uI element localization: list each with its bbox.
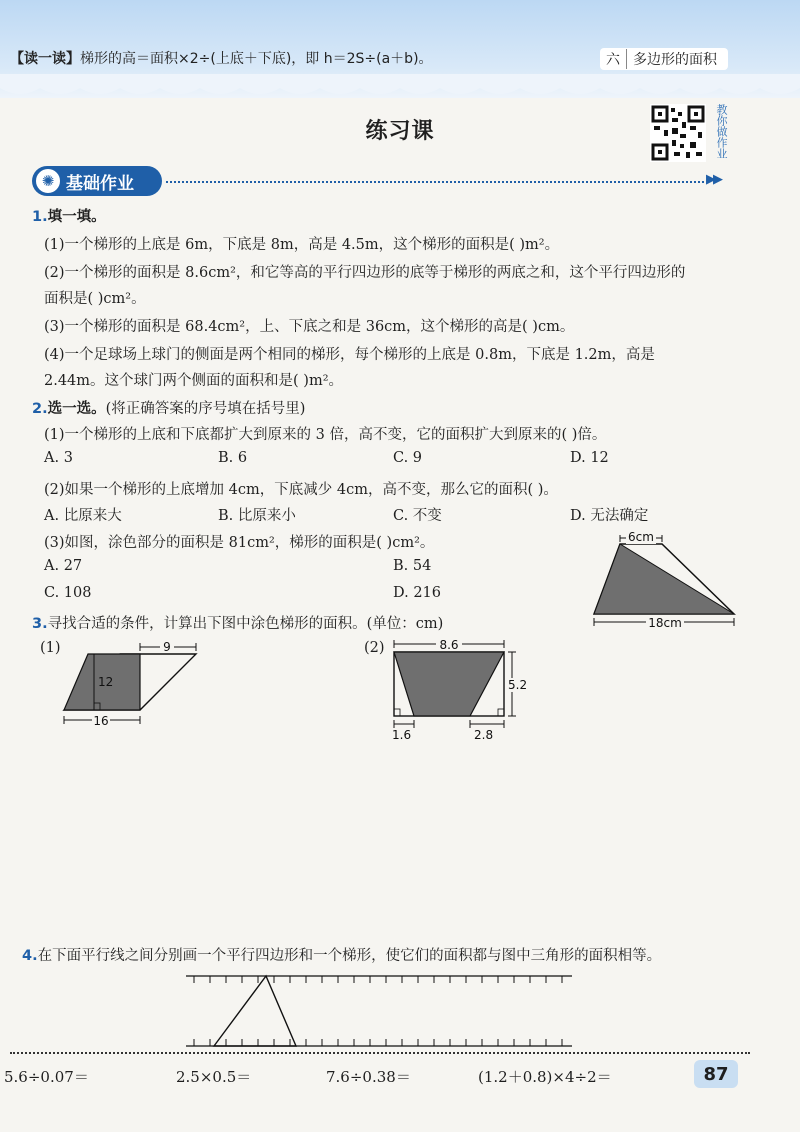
q1-item-3: (3)一个梯形的面积是 68.4cm²，上、下底之和是 36cm，这个梯形的高是( )cm。 [44,319,575,335]
read-tag: 【读一读】 [10,51,80,67]
chapter-badge [600,48,728,70]
q1-heading [32,205,106,226]
read-tip [10,48,433,68]
q3-heading [32,612,443,633]
q4-heading [22,944,661,965]
q1-title: 填一填。 [47,209,106,225]
q3-rectangle-figure [386,638,536,746]
qr-label: 教你做作业 [715,104,728,159]
q2-s2-option-b[interactable]: B. 比原来小 [218,508,296,524]
q1-item-2: (2)一个梯形的面积是 8.6cm²，和它等高的平行四边形的底等于梯形的两底之和，这个平行四边形的 [44,265,686,281]
q3-p1-bottom-label: 16 [93,714,109,728]
q3-p1-height-label: 12 [98,675,114,689]
q3-shaded-trapezoid-2 [394,652,504,716]
calc-3: 7.6÷0.38＝ [326,1068,411,1086]
q2-s3: (3)如图，涂色部分的面积是 81cm²，梯形的面积是( )cm²。 [44,535,435,551]
q1-item-4-cont: 2.44m。这个球门两个侧面的面积和是( )m²。 [44,373,344,389]
q4-parallel-lines-figure [180,970,580,1054]
q3-title: 寻找合适的条件，计算出下图中涂色梯形的面积。(单位：cm) [47,616,444,632]
q2-heading [32,397,305,418]
q2-s1-option-a[interactable]: A. 3 [44,450,73,466]
q4-number: 4. [22,948,38,964]
q2-number: 2. [32,401,48,417]
q3-p2-left-label: 1.6 [392,728,412,742]
qr-code-icon[interactable] [650,104,706,162]
q2-s1-option-b[interactable]: B. 6 [218,450,248,466]
q4-title: 在下面平行线之间分别画一个平行四边形和一个梯形，使它们的面积都与图中三角形的面积相等。 [37,948,662,964]
q2-s1-option-c[interactable]: C. 9 [393,450,423,466]
chapter-number: 六 [606,49,627,69]
q2-fig-top-label: 6cm [628,530,654,544]
calc-4: (1.2＋0.8)×4÷2＝ [478,1068,612,1086]
q3-number: 3. [32,616,48,632]
q1-item-2-cont: 面积是( )cm²。 [44,291,146,307]
q2-s2-option-d[interactable]: D. 无法确定 [570,508,649,524]
q4-triangle [214,976,296,1046]
q2-s3-option-c[interactable]: C. 108 [44,585,92,601]
q3-p2-height-label: 5.2 [508,678,528,692]
q2-s3-option-b[interactable]: B. 54 [393,558,432,574]
q1-item-1: (1)一个梯形的上底是 6m，下底是 8m，高是 4.5m，这个梯形的面积是( )m²。 [44,237,560,253]
q1-item-4: (4)一个足球场上球门的侧面是两个相同的梯形，每个梯形的上底是 0.8m，下底是 1.2m，高是 [44,347,655,363]
q2-title: 选一选。 [47,401,106,417]
q3-part2-label: (2) [364,640,385,656]
q3-p1-top-label: 9 [163,640,171,654]
q2-s3-option-a[interactable]: A. 27 [44,558,83,574]
q3-p2-top-label: 8.6 [439,638,459,652]
section-heading-text: 基础作业 [66,173,134,194]
page-title: 练习课 [365,119,435,144]
q3-p2-right-label: 2.8 [474,728,494,742]
page-number: 87 [694,1060,738,1088]
chapter-title: 多边形的面积 [633,52,717,68]
q2-fig-bottom-label: 18cm [648,616,682,630]
q3-parallelogram-figure [60,640,210,736]
q2-note: (将正确答案的序号填在括号里) [105,401,306,417]
double-arrow-icon: ▶▶ [706,172,720,187]
q2-s2-option-a[interactable]: A. 比原来大 [44,508,122,524]
bottom-divider [10,1052,750,1054]
q2-s1-option-d[interactable]: D. 12 [570,450,609,466]
section-heading [32,166,162,196]
q2-s2-option-c[interactable]: C. 不变 [393,508,442,524]
lightbulb-icon: ✺ [34,167,62,195]
q2-trapezoid-figure [588,528,740,634]
section-divider [166,181,704,183]
calc-2: 2.5×0.5＝ [176,1068,252,1086]
q1-number: 1. [32,209,48,225]
q2-s3-option-d[interactable]: D. 216 [393,585,442,601]
calc-1: 5.6÷0.07＝ [4,1068,89,1086]
q3-part1-label: (1) [40,640,61,656]
q2-shaded-triangle [594,544,734,614]
q2-s1: (1)一个梯形的上底和下底都扩大到原来的 3 倍，高不变，它的面积扩大到原来的( )倍。 [44,427,607,443]
read-text: 梯形的高＝面积×2÷(上底＋下底)，即 h＝2S÷(a＋b)。 [80,51,433,67]
q2-s2: (2)如果一个梯形的上底增加 4cm，下底减少 4cm，高不变，那么它的面积( )。 [44,482,558,498]
